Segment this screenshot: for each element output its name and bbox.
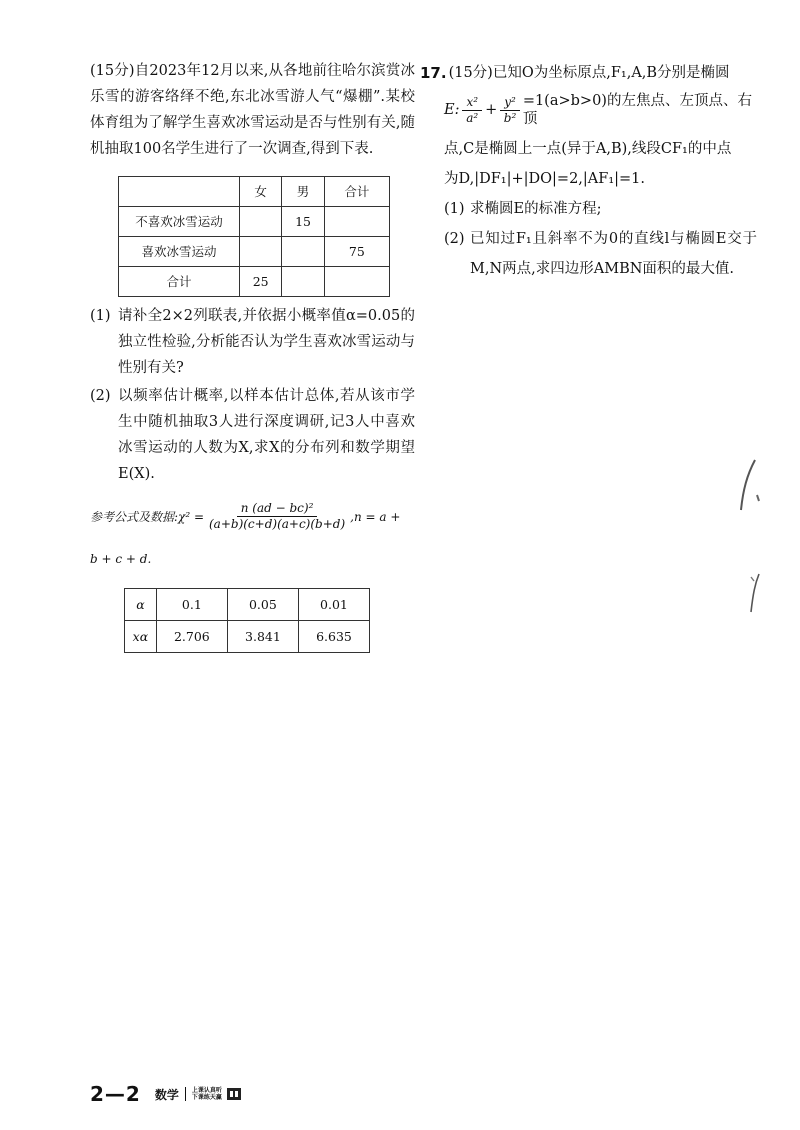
fraction-numerator: y² bbox=[500, 95, 520, 111]
problem-16-intro: (15分)自2023年12月以来,从各地前往哈尔滨赏冰乐雪的游客络绎不绝,东北冰雪游人气“爆棚”.某校体育组为了解学生喜欢冰雪运动是否与性别有关,随机抽取100名学生进行了一次调查,得到下表. bbox=[90, 63, 415, 157]
formula-tail: ,n = a + bbox=[350, 509, 401, 524]
question-17-1 bbox=[422, 194, 757, 224]
question-16-2 bbox=[90, 383, 415, 487]
slogan-line2: 下课练天赢 bbox=[191, 1094, 222, 1101]
table-cell: α bbox=[125, 589, 157, 621]
table-cell: 0.05 bbox=[227, 589, 298, 621]
ellipse-tail: =1(a>b>0)的左焦点、左顶点、右顶 bbox=[522, 93, 752, 127]
subject-label: 数学 bbox=[154, 1087, 179, 1102]
problem-17-intro-line3: 点,C是椭圆上一点(异于A,B),线段CF₁的中点 bbox=[444, 141, 732, 157]
table-cell: 合计 bbox=[119, 267, 240, 297]
question-number: (2) bbox=[90, 388, 111, 404]
question-17-2 bbox=[422, 224, 757, 284]
table-cell: 女 bbox=[240, 177, 282, 207]
formula-fraction bbox=[207, 501, 347, 532]
ellipse-equation-line bbox=[422, 92, 757, 128]
scan-artifact bbox=[745, 572, 767, 622]
problem-17 bbox=[422, 58, 757, 284]
table-cell: 0.1 bbox=[156, 589, 227, 621]
table-cell bbox=[324, 207, 389, 237]
question-number: (1) bbox=[90, 308, 111, 324]
table-cell bbox=[324, 267, 389, 297]
formula-numerator: n (ad − bc)² bbox=[237, 501, 318, 517]
reference-formula bbox=[90, 501, 415, 532]
table-cell bbox=[282, 237, 324, 267]
table-header-row bbox=[119, 177, 390, 207]
question-16-1 bbox=[90, 303, 415, 381]
problem-number: 17. bbox=[420, 64, 447, 82]
problem-17-intro-line4: 为D,|DF₁|+|DO|=2,|AF₁|=1. bbox=[444, 171, 646, 187]
critical-value-table bbox=[124, 588, 370, 653]
table-row bbox=[119, 237, 390, 267]
table-cell: 15 bbox=[282, 207, 324, 237]
table-cell: 喜欢冰雪运动 bbox=[119, 237, 240, 267]
problem-16 bbox=[90, 58, 415, 653]
question-text: 已知过F₁且斜率不为0的直线l与椭圆E交于M,N两点,求四边形AMBN面积的最大值. bbox=[470, 231, 757, 277]
table-cell: 不喜欢冰雪运动 bbox=[119, 207, 240, 237]
scan-artifact bbox=[735, 455, 765, 525]
table-row bbox=[125, 589, 370, 621]
publisher-logo-icon bbox=[226, 1086, 242, 1102]
table-cell bbox=[240, 207, 282, 237]
question-text: 请补全2×2列联表,并依据小概率值α=0.05的独立性检验,分析能否认为学生喜欢冰雪运动与性别有关? bbox=[118, 308, 415, 376]
table-cell: xα bbox=[125, 621, 157, 653]
table-cell bbox=[119, 177, 240, 207]
table-cell: 合计 bbox=[324, 177, 389, 207]
question-number: (2) bbox=[444, 231, 465, 247]
table-row bbox=[119, 207, 390, 237]
ellipse-label: E: bbox=[444, 102, 460, 118]
page-footer bbox=[90, 1082, 242, 1106]
table-cell bbox=[282, 267, 324, 297]
table-cell: 25 bbox=[240, 267, 282, 297]
fraction-x bbox=[462, 95, 482, 126]
fraction-numerator: x² bbox=[462, 95, 482, 111]
table-cell: 2.706 bbox=[156, 621, 227, 653]
slogan bbox=[192, 1087, 222, 1101]
formula-label: 参考公式及数据:χ² = bbox=[90, 509, 204, 524]
table-cell: 75 bbox=[324, 237, 389, 267]
table-cell: 3.841 bbox=[227, 621, 298, 653]
table-cell: 男 bbox=[282, 177, 324, 207]
question-number: (1) bbox=[444, 201, 465, 217]
table-cell: 6.635 bbox=[298, 621, 369, 653]
question-text: 以频率估计概率,以样本估计总体,若从该市学生中随机抽取3人进行深度调研,记3人中喜欢冰雪运动的人数为X,求X的分布列和数学期望E(X). bbox=[118, 388, 415, 482]
table-cell: 0.01 bbox=[298, 589, 369, 621]
fraction-denominator: a² bbox=[466, 110, 479, 125]
table-row bbox=[119, 267, 390, 297]
slogan-line1: 上课认真听 bbox=[191, 1087, 222, 1094]
fraction-y bbox=[500, 95, 520, 126]
problem-17-intro-line1: (15分)已知O为坐标原点,F₁,A,B分别是椭圆 bbox=[448, 65, 730, 81]
divider bbox=[185, 1087, 186, 1101]
contingency-table bbox=[118, 176, 390, 297]
table-row bbox=[125, 621, 370, 653]
plus-sign: + bbox=[485, 102, 498, 118]
formula-continuation: b + c + d. bbox=[90, 552, 152, 566]
page-number: 2—2 bbox=[90, 1082, 141, 1106]
fraction-denominator: b² bbox=[503, 110, 517, 125]
table-cell bbox=[240, 237, 282, 267]
formula-denominator: (a+b)(c+d)(a+c)(b+d) bbox=[209, 517, 346, 531]
question-text: 求椭圆E的标准方程; bbox=[470, 201, 602, 217]
problem-17-line1 bbox=[422, 58, 757, 88]
